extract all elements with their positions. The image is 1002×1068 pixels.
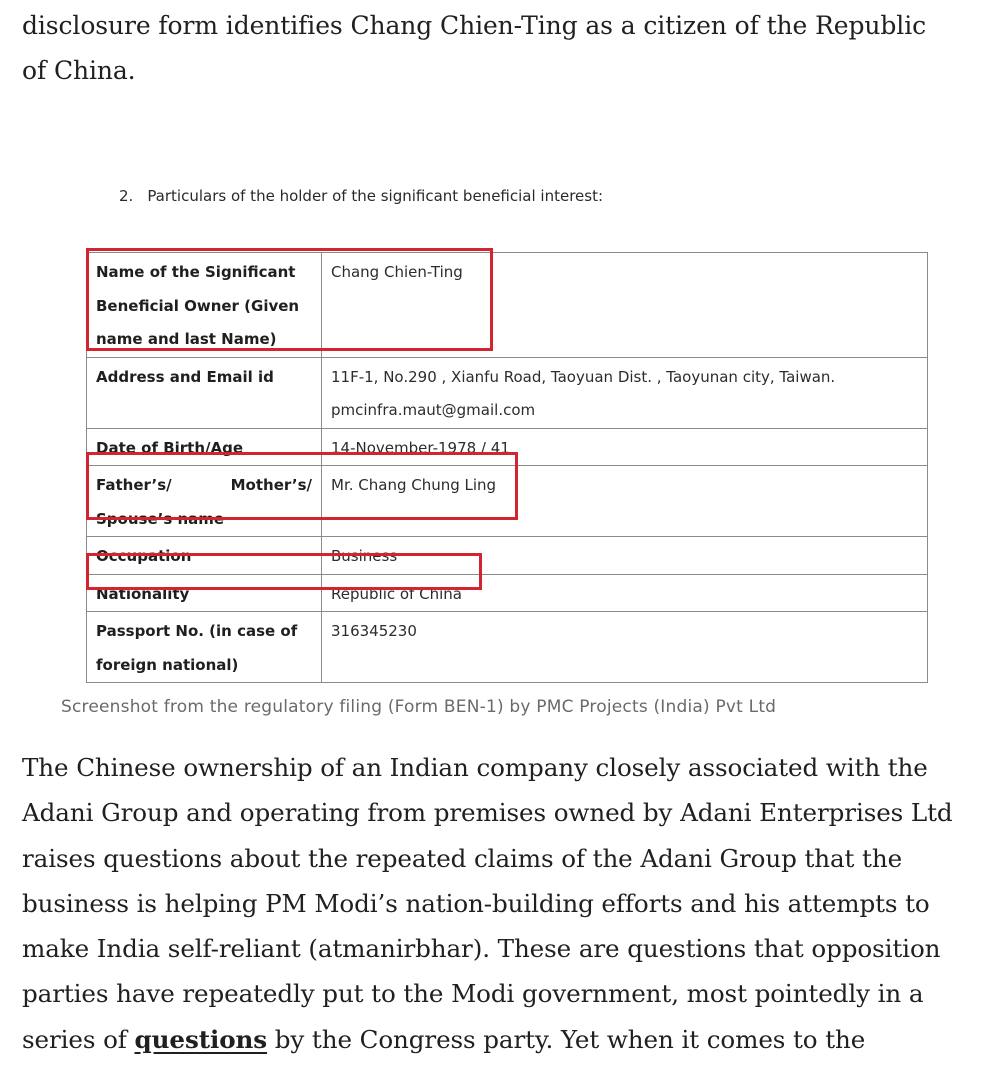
body-text-before-link: The Chinese ownership of an Indian company closely associated with the Adani Group and operating from premises owned by Adani Enterprises Ltd raises questions about the repeated claims of the Adani Group that the business is helping PM Modi’s nation-building efforts and his attempts to make India self-reliant (atmanirbhar). These are questions that opposition parties have repeatedly put to the Modi government, most pointedly in a series of — [22, 753, 953, 1054]
field-label-dob: Date of Birth/Age — [87, 428, 322, 466]
form-section-heading — [119, 187, 603, 205]
field-value-passport: 316345230 — [322, 612, 928, 683]
intro-line-1: disclosure form identifies Chang Chien-Ting as a citizen of the Republic — [22, 11, 926, 40]
image-caption: Screenshot from the regulatory filing (Form BEN-1) by PMC Projects (India) Pvt Ltd — [61, 697, 777, 717]
table-row — [87, 357, 928, 428]
field-label-passport: Passport No. (in case of foreign national) — [87, 612, 322, 683]
field-label-occupation: Occupation — [87, 537, 322, 575]
field-label-address: Address and Email id — [87, 357, 322, 428]
highlight-box-name — [86, 248, 493, 351]
highlight-box-nationality — [86, 553, 482, 590]
field-value-name: Chang Chien-Ting — [322, 253, 928, 358]
intro-line-2: of China. — [22, 56, 136, 86]
table-row — [87, 612, 928, 683]
intro-paragraph — [22, 3, 997, 94]
section-title: Particulars of the holder of the significant beneficial interest: — [147, 187, 604, 205]
highlight-box-parent — [86, 452, 518, 520]
body-text-after-link: by the Congress party. Yet when it comes to the — [267, 1024, 866, 1054]
field-value-parent: Mr. Chang Chung Ling — [322, 466, 928, 537]
body-paragraph — [22, 745, 997, 1062]
section-number: 2. — [119, 187, 134, 205]
field-label-nationality: Nationality — [87, 574, 322, 612]
form-ben1-screenshot — [0, 160, 1002, 674]
field-label-parent: Father’s/ Mother’s/ Spouse’s name — [87, 466, 322, 537]
field-value-dob: 14-November-1978 / 41 — [322, 428, 928, 466]
field-value-nationality: Republic of China — [322, 574, 928, 612]
field-label-name: Name of the Significant Beneficial Owner (Given name and last Name) — [87, 253, 322, 358]
field-value-occupation: Business — [322, 537, 928, 575]
questions-link[interactable]: questions — [134, 1024, 268, 1054]
field-value-address: 11F-1, No.290 , Xianfu Road, Taoyuan Dist. , Taoyunan city, Taiwan. pmcinfra.maut@gmail.com — [322, 357, 928, 428]
